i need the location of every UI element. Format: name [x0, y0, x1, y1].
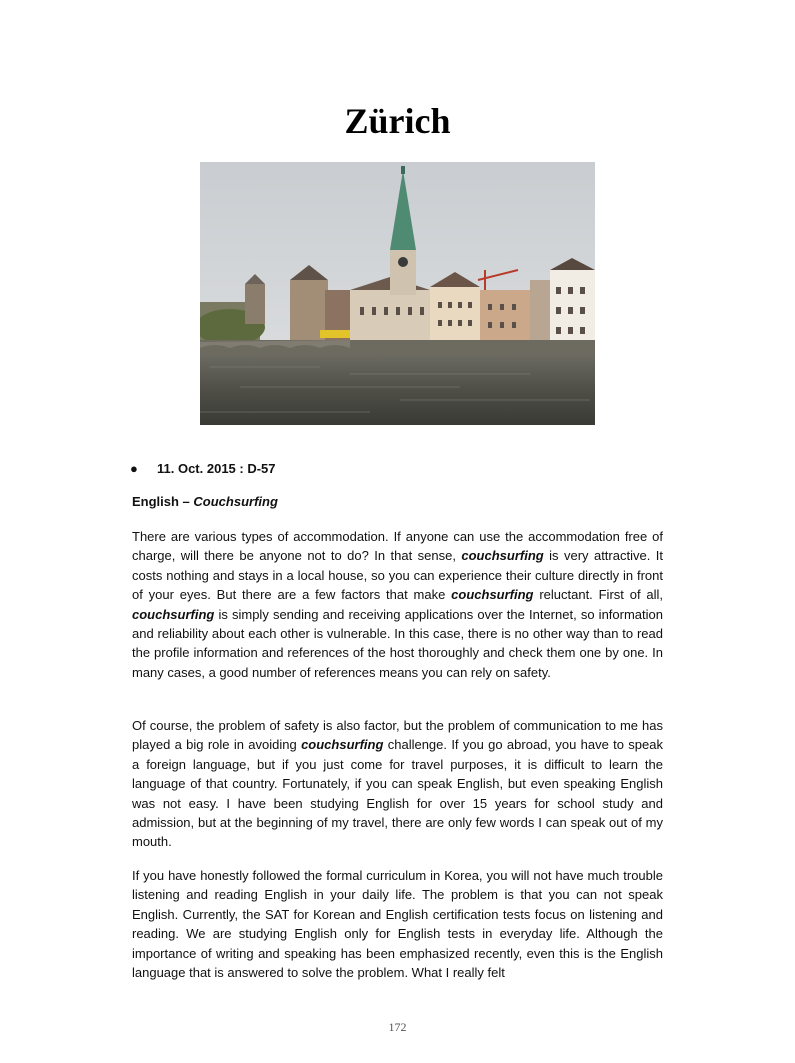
page-number: 172 — [388, 1020, 407, 1034]
keyword: couchsurfing — [451, 587, 534, 603]
paragraph-3 — [132, 866, 663, 982]
entry-subject — [132, 494, 663, 509]
keyword: couchsurfing — [301, 737, 384, 753]
paragraph-text: is simply sending and receiving applications over the Internet, so information and reliability about each other is vulnerable. In this case, there is no other way than to read the profile information and references of the host thoroughly and check them one by one. In many cases, a good number of references means you can rely on safety. — [132, 606, 663, 680]
paragraph-text: Of course, the problem of safety is also factor, but the problem of communication to me has played a big role in avoiding — [132, 718, 663, 753]
entry-date: 11. Oct. 2015 : D-57 — [157, 461, 276, 476]
paragraph-text: reluctant. First of all, — [533, 587, 663, 603]
paragraph-text: There are various types of accommodation. If anyone can use the accommodation free of charge, will there be anyone not to do? In that sense, — [132, 529, 663, 564]
paragraph-2 — [132, 716, 663, 852]
paragraph-text: challenge. If you go abroad, you have to speak a foreign language, but if you just come for travel purposes, it is difficult to learn the language of that country. Fortunately, if you can speak English, but even speaking English was not easy. I have been studying English for over 15 years for school study and admission, but at the beginning of my travel, there are only few words I can speak out of my mouth. — [132, 737, 663, 850]
subject-prefix: English – — [132, 494, 194, 509]
keyword: couchsurfing — [132, 606, 215, 622]
bullet-icon: ● — [130, 461, 138, 476]
zurich-photo — [200, 162, 595, 425]
paragraph-text: If you have honestly followed the formal curriculum in Korea, you will not have much trouble listening and reading English in your daily life. The problem is that you can not speak English. Currently, the SAT for Korean and English certification tests focus on listening and reading. We are studying English only for English tests in everyday life. Although the importance of writing and speaking has been emphasized recently, even this is the English language that is answered to solve the problem. What I really felt — [132, 868, 663, 981]
paragraph-text: is very attractive. It costs nothing and stays in a local house, so you can experience their culture directly in front of your eyes. But there are a few factors that make — [132, 548, 663, 603]
paragraph-1 — [132, 527, 663, 682]
page-title: Zürich — [344, 101, 451, 141]
keyword: couchsurfing — [461, 548, 544, 564]
subject-topic: Couchsurfing — [193, 494, 278, 509]
